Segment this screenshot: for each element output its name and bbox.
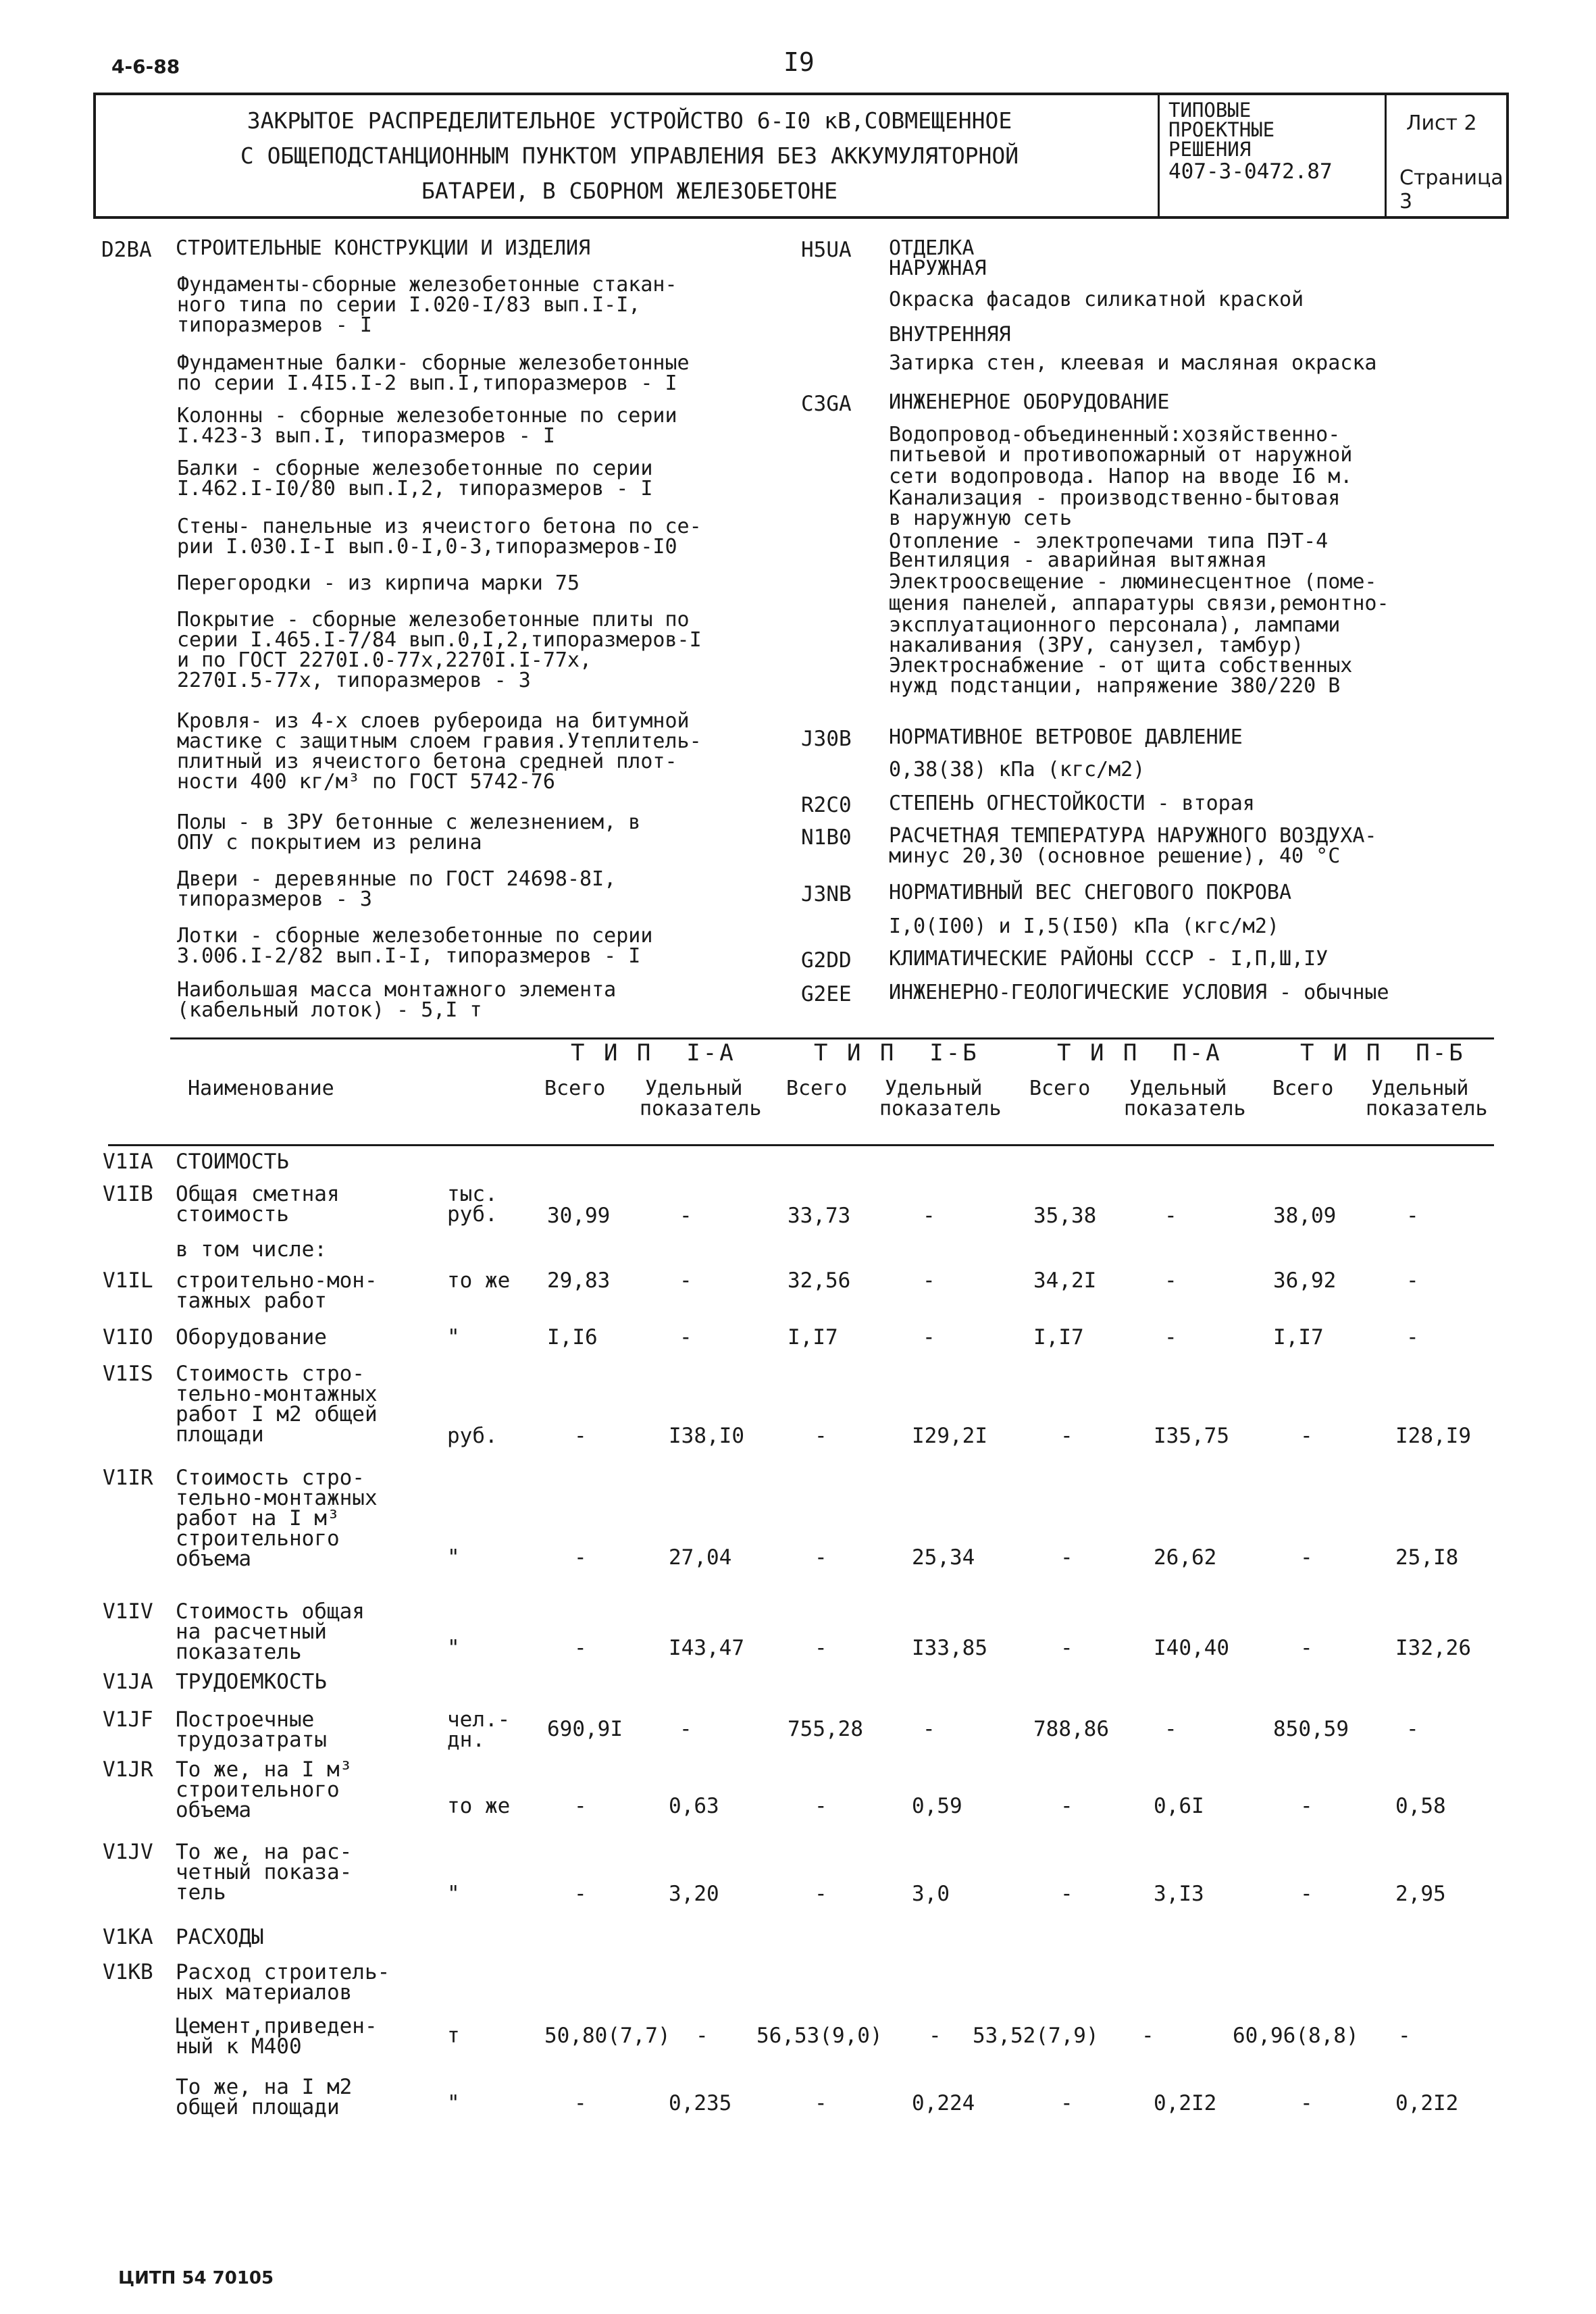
spec-item-line: 3.006.I-2/82 вып.I-I, типоразмеров - I — [177, 944, 641, 968]
footer-code: ЦИТП 54 70105 — [118, 2268, 274, 2288]
table-cell: 0,6I — [1154, 1794, 1204, 1818]
table-cell: - — [574, 1882, 587, 1906]
sheet-number: Лист 2 — [1406, 111, 1477, 135]
spec-item-line: I.423-3 вып.I, типоразмеров - I — [177, 424, 555, 448]
row-label: ный к М400 — [176, 2034, 302, 2059]
spec-item-line: ИНЖЕНЕРНО-ГЕОЛОГИЧЕСКИЕ УСЛОВИЯ - обычные — [889, 981, 1389, 1004]
row-label: объема — [176, 1798, 251, 1822]
table-cell: I,I7 — [1273, 1325, 1324, 1349]
spec-item-line: минус 20,30 (основное решение), 40 °С — [889, 844, 1341, 868]
table-cell: - — [1300, 1882, 1313, 1906]
row-code: V1IA — [103, 1150, 153, 1174]
type-line: РЕШЕНИЯ — [1168, 138, 1252, 161]
row-code: V1IV — [103, 1599, 153, 1624]
table-cell: 25,34 — [912, 1545, 975, 1570]
spec-item-line: КЛИМАТИЧЕСКИЕ РАЙОНЫ СССР - I,П,Ш,IУ — [889, 947, 1329, 971]
table-header-rule — [108, 1144, 1494, 1146]
spec-item-line: Отопление - электропечами типа ПЭТ-4 — [889, 530, 1329, 553]
row-label: Оборудование — [176, 1325, 327, 1349]
section-code: D2BA — [101, 238, 152, 262]
spec-item-line: Двери - деревянные по ГОСТ 24698-8I, — [177, 867, 617, 891]
row-label: тельно-монтажных — [176, 1382, 378, 1406]
row-code: V1JV — [103, 1840, 153, 1864]
table-cell: 3,20 — [669, 1882, 719, 1906]
table-cell: - — [1406, 1717, 1419, 1741]
table-cell: - — [1406, 1204, 1419, 1228]
column-header-type: Т И П П-А — [1057, 1039, 1222, 1066]
spec-item-line: НОРМАТИВНЫЙ ВЕС СНЕГОВОГО ПОКРОВА — [889, 881, 1292, 904]
row-unit: дн. — [447, 1728, 485, 1752]
table-cell: - — [1300, 1424, 1313, 1448]
column-header-specific: показатель — [1124, 1097, 1246, 1121]
table-cell: - — [815, 1882, 827, 1906]
table-cell: I38,I0 — [669, 1424, 744, 1448]
spec-item-line: Вентиляция - аварийная вытяжная — [889, 548, 1267, 572]
row-code: V1KB — [103, 1960, 153, 1984]
table-cell: 755,28 — [788, 1717, 863, 1741]
row-label: То же, на рас- — [176, 1840, 353, 1864]
row-unit: " — [447, 1325, 460, 1349]
spec-item-line: нужд подстанции, напряжение 380/220 В — [889, 674, 1341, 698]
table-cell: - — [679, 1717, 692, 1741]
row-unit: " — [447, 1636, 460, 1660]
spec-item-line: Кровля- из 4-х слоев рубероида на битумной — [177, 709, 690, 733]
page-label: Страница 3 — [1399, 166, 1503, 213]
spec-item-line: в наружную сеть — [889, 507, 1072, 530]
spec-item-line: Водопровод-объединенный:хозяйственно- — [889, 423, 1341, 446]
title-line: ЗАКРЫТОЕ РАСПРЕДЕЛИТЕЛЬНОЕ УСТРОЙСТВО 6-I0 кВ,СОВМЕЩЕННОЕ — [247, 107, 1012, 134]
section-code: C3GA — [801, 392, 852, 416]
type-line: ПРОЕКТНЫЕ — [1168, 118, 1275, 141]
spec-item-line: ОТДЕЛКА — [889, 236, 975, 260]
column-header-specific: Удельный — [645, 1077, 743, 1100]
row-code: V1KA — [103, 1925, 153, 1949]
column-header-type: Т И П I-Б — [814, 1039, 979, 1066]
row-label: ТРУДОЕМКОСТЬ — [176, 1670, 327, 1694]
row-label: РАСХОДЫ — [176, 1925, 264, 1949]
row-code: V1JF — [103, 1707, 153, 1732]
row-label: Расход строитель- — [176, 1960, 390, 1984]
row-label: четный показа- — [176, 1860, 353, 1884]
table-cell: 38,09 — [1273, 1204, 1337, 1228]
row-label: ных материалов — [176, 1980, 353, 2005]
table-cell: I29,2I — [912, 1424, 987, 1448]
table-cell: I40,40 — [1154, 1636, 1229, 1660]
spec-item-line: ности 400 кг/м³ по ГОСТ 5742-76 — [177, 770, 555, 794]
spec-item-line: рии I.030.I-I вып.0-I,0-3,типоразмеров-I0 — [177, 535, 677, 559]
row-code: V1IS — [103, 1362, 153, 1386]
section-code: R2C0 — [801, 793, 852, 817]
spec-item-line: Лотки - сборные железобетонные по серии — [177, 924, 653, 948]
spec-item-line: РАСЧЕТНАЯ ТЕМПЕРАТУРА НАРУЖНОГО ВОЗДУХА- — [889, 824, 1377, 848]
column-header-total: Всего — [1272, 1077, 1334, 1100]
spec-item-line: и по ГОСТ 2270I.0-77х,2270I.I-77х, — [177, 648, 592, 672]
spec-item-line: типоразмеров - 3 — [177, 888, 372, 911]
table-cell: - — [1164, 1204, 1177, 1228]
table-cell: 53,52(7,9) — [973, 2024, 1099, 2048]
spec-item-line: щения панелей, аппаратуры связи,ремонтно- — [889, 592, 1389, 615]
row-code: V1IL — [103, 1268, 153, 1293]
document-title — [123, 103, 1136, 209]
row-unit: то же — [447, 1268, 511, 1293]
table-cell: 0,224 — [912, 2091, 975, 2115]
table-cell: - — [1164, 1268, 1177, 1293]
spec-item-line: накаливания (ЗРУ, санузел, тамбур) — [889, 634, 1304, 657]
row-label: на расчетный — [176, 1620, 327, 1644]
row-unit: " — [447, 1882, 460, 1906]
section-code: J30B — [801, 727, 852, 751]
table-cell: 30,99 — [547, 1204, 611, 1228]
table-cell: - — [679, 1204, 692, 1228]
spec-item-line: Колонны - сборные железобетонные по серии — [177, 404, 677, 428]
table-cell: - — [1060, 1636, 1073, 1660]
row-label: показатель — [176, 1640, 302, 1664]
row-unit: руб. — [447, 1424, 498, 1448]
table-cell: 0,2I2 — [1154, 2091, 1217, 2115]
column-header-specific: показатель — [640, 1097, 762, 1121]
spec-item-line: I,0(I00) и I,5(I50) кПа (кгс/м2) — [889, 915, 1279, 938]
table-cell: 35,38 — [1033, 1204, 1097, 1228]
table-cell: - — [923, 1325, 935, 1349]
table-cell: 29,83 — [547, 1268, 611, 1293]
row-unit: то же — [447, 1794, 511, 1818]
section-code: N1B0 — [801, 825, 852, 850]
row-label: площади — [176, 1422, 264, 1447]
table-cell: - — [679, 1268, 692, 1293]
title-line: С ОБЩЕПОДСТАНЦИОННЫМ ПУНКТОМ УПРАВЛЕНИЯ БЕЗ АККУМУЛЯТОРНОЙ — [240, 143, 1019, 169]
row-unit: т — [447, 2024, 460, 2048]
column-header-type: Т И П П-Б — [1300, 1039, 1466, 1066]
table-cell: 0,58 — [1395, 1794, 1446, 1818]
section-code: J3NB — [801, 882, 852, 906]
table-cell: 26,62 — [1154, 1545, 1217, 1570]
row-label: общей площади — [176, 2095, 340, 2119]
table-cell: - — [1300, 1545, 1313, 1570]
row-code: V1IR — [103, 1466, 153, 1490]
table-cell: - — [815, 1636, 827, 1660]
table-cell: - — [1060, 2091, 1073, 2115]
table-cell: - — [923, 1717, 935, 1741]
table-cell: - — [574, 2091, 587, 2115]
row-code: V1JA — [103, 1670, 153, 1694]
row-label: тель — [176, 1880, 226, 1905]
row-label: То же, на I м³ — [176, 1757, 353, 1782]
table-cell: - — [1060, 1545, 1073, 1570]
table-cell: - — [574, 1636, 587, 1660]
table-cell: - — [923, 1204, 935, 1228]
table-cell: - — [923, 1268, 935, 1293]
table-cell: - — [679, 1325, 692, 1349]
table-cell: 36,92 — [1273, 1268, 1337, 1293]
spec-item-line: плитный из ячеистого бетона средней плот- — [177, 750, 677, 773]
spec-item-line: типоразмеров - I — [177, 313, 372, 337]
table-cell: 34,2I — [1033, 1268, 1097, 1293]
row-label: в том числе: — [176, 1237, 327, 1262]
row-label: работ на I м³ — [176, 1506, 340, 1531]
table-cell: - — [1300, 1794, 1313, 1818]
table-cell: I,I7 — [1033, 1325, 1084, 1349]
table-cell: - — [696, 2024, 709, 2048]
spec-item-line: Полы - в ЗРУ бетонные с железнением, в — [177, 811, 641, 834]
table-cell: I,I6 — [547, 1325, 598, 1349]
table-cell: 50,80(7,7) — [544, 2024, 671, 2048]
type-line: ТИПОВЫЕ — [1168, 99, 1252, 122]
row-unit: " — [447, 1545, 460, 1570]
row-label: стоимость — [176, 1202, 289, 1227]
table-cell: I35,75 — [1154, 1424, 1229, 1448]
table-cell: - — [1060, 1882, 1073, 1906]
title-line: БАТАРЕИ, В СБОРНОМ ЖЕЛЕЗОБЕТОНЕ — [421, 178, 838, 204]
table-cell: I32,26 — [1395, 1636, 1471, 1660]
divider — [1385, 95, 1387, 216]
table-cell: 25,I8 — [1395, 1545, 1459, 1570]
row-unit: руб. — [447, 1202, 498, 1227]
table-cell: I,I7 — [788, 1325, 838, 1349]
column-header-specific: показатель — [1366, 1097, 1488, 1121]
spec-item-line: питьевой и противопожарный от наружной — [889, 443, 1353, 467]
table-cell: - — [929, 2024, 942, 2048]
section-code: H5UA — [801, 238, 852, 262]
document-code: 4-6-88 — [111, 55, 180, 78]
row-label: строительно-мон- — [176, 1268, 378, 1293]
table-cell: - — [1164, 1717, 1177, 1741]
table-cell: 690,9I — [547, 1717, 623, 1741]
section-code: G2DD — [801, 948, 852, 973]
row-label: Цемент,приведен- — [176, 2014, 378, 2038]
table-cell: 3,0 — [912, 1882, 950, 1906]
spec-item-line: НОРМАТИВНОЕ ВЕТРОВОЕ ДАВЛЕНИЕ — [889, 725, 1243, 749]
table-cell: 0,2I2 — [1395, 2091, 1459, 2115]
page-number: I9 — [783, 47, 815, 77]
spec-item-line: серии I.465.I-7/84 вып.0,I,2,типоразмеров-I — [177, 628, 702, 652]
table-cell: I33,85 — [912, 1636, 987, 1660]
column-header-specific: Удельный — [1129, 1077, 1227, 1100]
row-label: тельно-монтажных — [176, 1486, 378, 1510]
spec-item-line: ИНЖЕНЕРНОЕ ОБОРУДОВАНИЕ — [889, 390, 1170, 414]
column-header-name: Наименование — [188, 1077, 334, 1100]
spec-item-line: ОПУ с покрытием из релина — [177, 831, 482, 854]
table-cell: - — [1300, 2091, 1313, 2115]
table-cell: - — [1300, 1636, 1313, 1660]
column-header-total: Всего — [786, 1077, 848, 1100]
title-block — [93, 93, 1509, 219]
spec-item-line: Затирка стен, клеевая и масляная окраска — [889, 351, 1377, 375]
table-cell: 0,59 — [912, 1794, 962, 1818]
spec-item-line: Балки - сборные железобетонные по серии — [177, 457, 653, 480]
table-cell: 56,53(9,0) — [756, 2024, 883, 2048]
spec-item-line: Электроснабжение - от щита собственных — [889, 654, 1353, 677]
spec-item-line: СТЕПЕНЬ ОГНЕСТОЙКОСТИ - вторая — [889, 792, 1255, 815]
table-cell: 32,56 — [788, 1268, 851, 1293]
row-label: работ I м2 общей — [176, 1402, 378, 1426]
spec-item-line: эксплуатационного персонала), лампами — [889, 613, 1341, 637]
column-header-specific: показатель — [879, 1097, 1002, 1121]
table-cell: - — [815, 1424, 827, 1448]
row-label: Построечные — [176, 1707, 315, 1732]
row-label: Общая сметная — [176, 1182, 340, 1206]
table-cell: - — [815, 1545, 827, 1570]
table-cell: 0,63 — [669, 1794, 719, 1818]
table-cell: - — [1060, 1424, 1073, 1448]
divider — [1158, 95, 1160, 216]
row-label: СТОИМОСТЬ — [176, 1150, 289, 1174]
table-cell: 0,235 — [669, 2091, 732, 2115]
row-unit: " — [447, 2091, 460, 2115]
row-label: тажных работ — [176, 1289, 327, 1313]
table-cell: 2,95 — [1395, 1882, 1446, 1906]
row-unit: тыс. — [447, 1182, 498, 1206]
table-cell: 33,73 — [788, 1204, 851, 1228]
column-header-total: Всего — [1029, 1077, 1091, 1100]
spec-item-line: НАРУЖНАЯ — [889, 257, 987, 280]
row-label: Стоимость стро- — [176, 1466, 365, 1490]
column-header-specific: Удельный — [885, 1077, 983, 1100]
table-cell: - — [1164, 1325, 1177, 1349]
row-label: строительного — [176, 1526, 340, 1551]
spec-item-line: Фундаментные балки- сборные железобетонные — [177, 351, 690, 375]
row-label: Стоимость общая — [176, 1599, 365, 1624]
column-header-total: Всего — [544, 1077, 606, 1100]
type-line: 407-3-0472.87 — [1168, 159, 1333, 184]
spec-item-line: (кабельный лоток) - 5,I т — [177, 998, 482, 1022]
spec-item-line: Канализация - производственно-бытовая — [889, 486, 1341, 510]
table-cell: - — [1406, 1268, 1419, 1293]
row-unit: чел.- — [447, 1707, 511, 1732]
type-designation — [1168, 101, 1378, 182]
row-label: строительного — [176, 1778, 340, 1802]
table-cell: I28,I9 — [1395, 1424, 1471, 1448]
spec-item-line: Электроосвещение - люминесцентное (поме- — [889, 570, 1377, 594]
spec-item-line: I.462.I-I0/80 вып.I,2, типоразмеров - I — [177, 477, 653, 500]
spec-item-line: сети водопровода. Напор на вводе I6 м. — [889, 465, 1353, 488]
table-cell: - — [574, 1545, 587, 1570]
table-cell: I43,47 — [669, 1636, 744, 1660]
section-heading: СТРОИТЕЛЬНЫЕ КОНСТРУКЦИИ И ИЗДЕЛИЯ — [176, 236, 591, 260]
spec-item-line: по серии I.4I5.I-2 вып.I,типоразмеров - I — [177, 371, 677, 395]
column-header-type: Т И П I-А — [571, 1039, 736, 1066]
row-label: трудозатраты — [176, 1728, 327, 1752]
table-cell: - — [1060, 1794, 1073, 1818]
table-cell: 3,I3 — [1154, 1882, 1204, 1906]
table-cell: 60,96(8,8) — [1233, 2024, 1359, 2048]
section-code: G2EE — [801, 982, 852, 1006]
spec-item-line: Наибольшая масса монтажного элемента — [177, 978, 617, 1002]
table-cell: 850,59 — [1273, 1717, 1349, 1741]
spec-item-line: ного типа по серии I.020-I/83 вып.I-I, — [177, 293, 641, 317]
column-header-specific: Удельный — [1371, 1077, 1469, 1100]
table-cell: 27,04 — [669, 1545, 732, 1570]
spec-item-line: ВНУТРЕННЯЯ — [889, 323, 1011, 346]
row-label: Стоимость стро- — [176, 1362, 365, 1386]
row-label: То же, на I м2 — [176, 2075, 353, 2099]
spec-item-line: Стены- панельные из ячеистого бетона по се- — [177, 515, 702, 538]
table-cell: - — [574, 1424, 587, 1448]
spec-item-line: Окраска фасадов силикатной краской — [889, 288, 1304, 311]
table-cell: 788,86 — [1033, 1717, 1109, 1741]
table-cell: - — [815, 2091, 827, 2115]
spec-item-line: мастике с защитным слоем гравия.Утеплитель- — [177, 729, 702, 753]
spec-item-line: Фундаменты-сборные железобетонные стакан- — [177, 273, 677, 297]
row-code: V1IO — [103, 1325, 153, 1349]
table-cell: - — [1141, 2024, 1154, 2048]
row-label: объема — [176, 1547, 251, 1571]
table-cell: - — [1406, 1325, 1419, 1349]
row-code: V1JR — [103, 1757, 153, 1782]
row-code: V1IB — [103, 1182, 153, 1206]
spec-item-line: 2270I.5-77х, типоразмеров - 3 — [177, 669, 531, 692]
spec-item-line: Перегородки - из кирпича марки 75 — [177, 571, 580, 595]
table-cell: - — [1398, 2024, 1411, 2048]
table-cell: - — [574, 1794, 587, 1818]
spec-item-line: Покрытие - сборные железобетонные плиты по — [177, 608, 690, 632]
spec-item-line: 0,38(38) кПа (кгс/м2) — [889, 758, 1145, 781]
table-cell: - — [815, 1794, 827, 1818]
